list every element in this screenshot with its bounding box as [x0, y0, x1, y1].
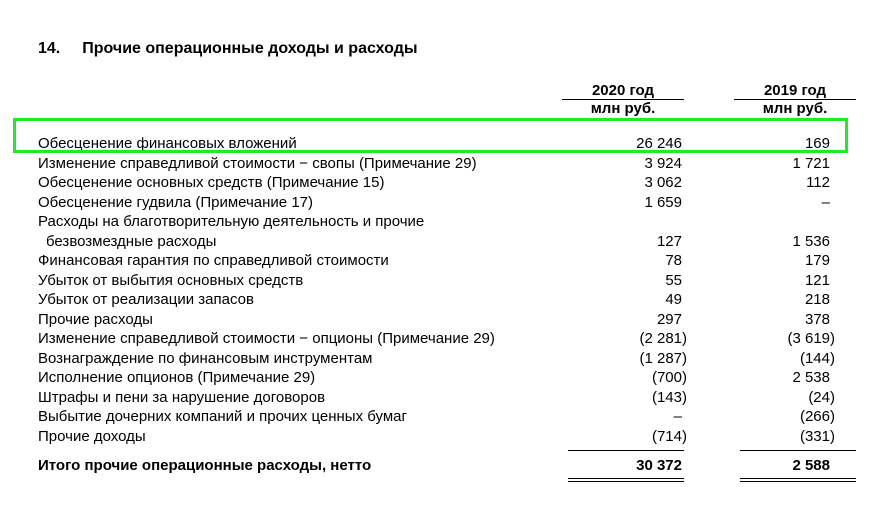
value-2020: 1 659 [644, 193, 682, 211]
row-label: Выбытие дочерних компаний и прочих ценных бумаг [38, 408, 407, 425]
value-2020: 127 [656, 232, 682, 250]
value-2019: (266) [799, 408, 835, 425]
total-value-2019: 2 588 [792, 457, 830, 474]
value-2020: (2 281) [639, 330, 687, 347]
table-row [38, 427, 838, 447]
table-row [38, 368, 838, 388]
table-row [38, 154, 838, 174]
row-label: Штрафы и пени за нарушение договоров [38, 388, 326, 406]
value-2020: 78 [665, 252, 682, 269]
row-label: Обесценение основных средств (Примечание 15) [38, 174, 385, 191]
table-row [38, 310, 838, 330]
subtotal-rule-2019 [740, 450, 856, 451]
row-label: Обесценение финансовых вложений [38, 135, 297, 152]
value-2019: (3 619) [787, 330, 835, 347]
value-2020: 49 [665, 291, 682, 308]
column-year: 2019 год [763, 82, 827, 99]
highlight-box [13, 118, 848, 153]
row-label: Прочие расходы [38, 310, 153, 328]
value-2020: 3 062 [644, 174, 682, 191]
total-row [38, 456, 838, 476]
value-2020: 297 [656, 310, 682, 328]
section-title: Прочие операционные доходы и расходы [82, 40, 418, 57]
value-2019: 378 [804, 310, 830, 328]
column-year: 2020 год [591, 82, 655, 99]
value-2019: – [821, 193, 830, 211]
value-2019: (24) [808, 388, 835, 406]
row-label: Изменение справедливой стоимости − опционы (Примечание 29) [38, 330, 495, 347]
row-label: Расходы на благотворительную деятельность и прочие [38, 213, 425, 230]
table-row [38, 349, 838, 369]
total-double-rule-2019 [740, 478, 856, 482]
row-label: Обесценение гудвила (Примечание 17) [38, 193, 313, 211]
row-label: Изменение справедливой стоимости − свопы (Примечание 29) [38, 154, 477, 172]
row-label: Прочие доходы [38, 427, 146, 445]
value-2020: (1 287) [639, 349, 687, 367]
table-row [38, 388, 838, 408]
value-2019: 169 [804, 135, 830, 152]
column-unit: млн руб. [762, 100, 828, 117]
value-2019: (144) [799, 349, 835, 367]
row-label: Убыток от реализации запасов [38, 291, 254, 308]
value-2020: (714) [651, 427, 687, 445]
table-row [38, 232, 838, 252]
table-row [38, 212, 838, 232]
value-2020: 3 924 [644, 154, 682, 172]
total-double-rule-2020 [568, 478, 684, 482]
total-value-2020: 30 372 [636, 457, 682, 474]
value-2020: (700) [651, 369, 687, 386]
table-body [38, 134, 838, 446]
value-2020: (143) [651, 388, 687, 406]
value-2019: 179 [804, 252, 830, 269]
column-unit: млн руб. [590, 100, 656, 117]
column-header-2019 [734, 82, 856, 117]
column-header-2020 [562, 82, 684, 117]
value-2019: 218 [804, 291, 830, 308]
table-row [38, 271, 838, 291]
table-row [38, 251, 838, 271]
section-heading [38, 40, 418, 58]
value-2019: 2 538 [792, 369, 830, 386]
value-2020: – [673, 408, 682, 425]
value-2019: 1 721 [792, 154, 830, 172]
row-label: Финансовая гарантия по справедливой стоимости [38, 252, 389, 269]
subtotal-rule-2020 [568, 450, 684, 451]
table-row [38, 173, 838, 193]
table-row [38, 193, 838, 213]
table-row [38, 329, 838, 349]
row-label: безвозмездные расходы [46, 232, 217, 250]
row-label: Вознаграждение по финансовым инструментам [38, 349, 373, 367]
value-2019: (331) [799, 427, 835, 445]
table-row [38, 290, 838, 310]
value-2020: 26 246 [636, 135, 682, 152]
value-2019: 121 [804, 271, 830, 289]
row-label: Убыток от выбытия основных средств [38, 271, 304, 289]
value-2020: 55 [665, 271, 682, 289]
value-2019: 112 [806, 174, 830, 191]
value-2019: 1 536 [792, 232, 830, 250]
table-row [38, 407, 838, 427]
row-label: Исполнение опционов (Примечание 29) [38, 369, 316, 386]
section-number: 14. [38, 40, 61, 57]
total-label: Итого прочие операционные расходы, нетто [38, 457, 372, 474]
